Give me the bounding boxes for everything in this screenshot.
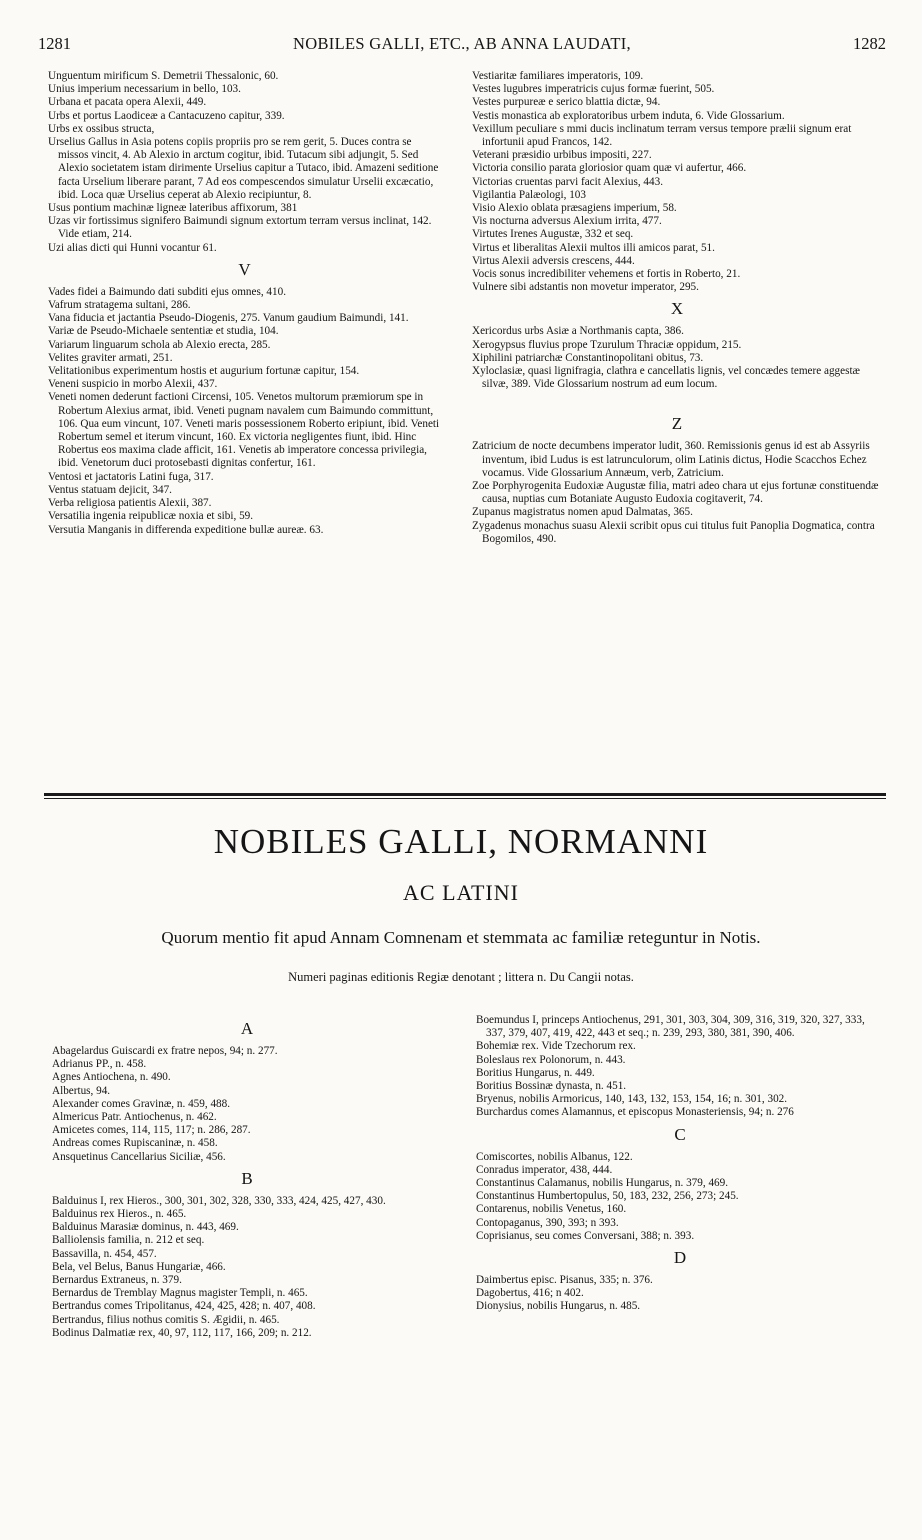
index-entry: Virtus Alexii adversis crescens, 444. xyxy=(472,254,635,267)
index-entry: Bernardus Extraneus, n. 379. xyxy=(52,1274,182,1287)
index-entry: Ansquetinus Cancellarius Siciliæ, 456. xyxy=(52,1150,226,1163)
index-entry: Urbs ex ossibus structa, xyxy=(48,122,155,135)
index-entry: Zupanus magistratus nomen apud Dalmatas, 365. xyxy=(472,506,693,519)
entries-v-part2 xyxy=(472,70,882,294)
index-entry: Bassavilla, n. 454, 457. xyxy=(52,1247,157,1260)
index-entry: Usus pontium machinæ ligneæ lateribus affixorum, 381 xyxy=(48,202,298,215)
index-entry: Balduinus rex Hieros., n. 465. xyxy=(52,1208,187,1221)
letter-heading-x: X xyxy=(670,299,684,319)
index-entry: Veneni suspicio in morbo Alexii, 437. xyxy=(48,378,218,391)
index-entry: Almericus Patr. Antiochenus, n. 462. xyxy=(52,1111,217,1124)
index-entry: Velitationibus experimentum hostis et augurium fortunæ capitur, 154. xyxy=(48,365,360,378)
index-entry: Constantinus Humbertopulus, 50, 183, 232, 256, 273; 245. xyxy=(476,1190,739,1203)
index-entry: Boritius Bossinæ dynasta, n. 451. xyxy=(476,1080,627,1093)
index-entry: Vana fiducia et jactantia Pseudo-Diogenis, 275. Vanum gaudium Baimundi, 141. xyxy=(48,312,409,325)
running-title: NOBILES GALLI, ETC., AB ANNA LAUDATI, xyxy=(293,34,631,53)
index-entry: Boleslaus rex Polonorum, n. 443. xyxy=(476,1053,626,1066)
index-column-right-bottom xyxy=(476,1014,884,1314)
index-entry: Andreas comes Rupiscaninæ, n. 458. xyxy=(52,1137,218,1150)
index-entry: Variæ de Pseudo-Michaele sententiæ et studia, 104. xyxy=(48,325,279,338)
index-entry: Urbana et pacata opera Alexii, 449. xyxy=(48,96,207,109)
entries-d xyxy=(476,1274,884,1314)
index-entry: Visio Alexio oblata præsagiens imperium, 58. xyxy=(472,202,677,215)
index-entry: Bryenus, nobilis Armoricus, 140, 143, 132, 153, 154, 16; n. 301, 302. xyxy=(476,1093,788,1106)
index-entry: Albertus, 94. xyxy=(52,1084,111,1097)
index-entry: Daimbertus episc. Pisanus, 335; n. 376. xyxy=(476,1274,653,1287)
index-entry: Boritius Hungarus, n. 449. xyxy=(476,1066,595,1079)
entries-b-part1 xyxy=(52,1195,442,1340)
index-entry: Amicetes comes, 114, 115, 117; n. 286, 287. xyxy=(52,1124,251,1137)
letter-heading-a: A xyxy=(240,1019,254,1038)
index-entry: Balliolensis familia, n. 212 et seq. xyxy=(52,1234,205,1247)
index-entry: Bernardus de Tremblay Magnus magister Templi, n. 465. xyxy=(52,1287,308,1300)
index-entry: Zatricium de nocte decumbens imperator ludit, 360. Remissionis genus id est ab Assyriis inventum, ibid Ludus is est latrunculorum, olim Latinis dictus, Hodie Scacchos Echez vocamus. Vide Glossarium Annæum, verb, Zatricium. xyxy=(472,440,870,479)
entries-c xyxy=(476,1151,884,1243)
index-entry: Unius imperium necessarium in bello, 103. xyxy=(48,83,241,96)
index-entry: Vafrum stratagema sultani, 286. xyxy=(48,299,191,312)
letter-heading-v: V xyxy=(238,259,251,279)
index-entry: Virtus et liberalitas Alexii multos illi amicos parat, 51. xyxy=(472,241,715,254)
entries-u xyxy=(48,70,441,255)
letter-heading-c: C xyxy=(674,1124,686,1144)
index-entry: Uzi alias dicti qui Hunni vocantur 61. xyxy=(48,241,217,254)
index-entry: Virtutes Irenes Augustæ, 332 et seq. xyxy=(472,228,634,241)
index-entry: Versatilia ingenia reipublicæ noxia et sibi, 59. xyxy=(48,510,254,523)
index-entry: Adrianus PP., n. 458. xyxy=(52,1058,147,1071)
index-entry: Burchardus comes Alamannus, et episcopus Monasteriensis, 94; n. 276 xyxy=(476,1106,794,1119)
index-entry: Vexillum peculiare s mmi ducis inclinatum terram versus tempore prælii signum erat infortunii apud Francos, 142. xyxy=(472,122,852,149)
index-entry: Vestiaritæ familiares imperatoris, 109. xyxy=(472,70,644,82)
index-entry: Unguentum mirificum S. Demetrii Thessalonic, 60. xyxy=(48,70,279,82)
index-entry: Vis nocturna adversus Alexium irrita, 477. xyxy=(472,215,662,228)
index-entry: Bodinus Dalmatiæ rex, 40, 97, 112, 117, 166, 209; n. 212. xyxy=(52,1326,312,1339)
index-entry: Versutia Manganis in differenda expeditione bullæ aureæ. 63. xyxy=(48,523,324,536)
index-entry: Vulnere sibi adstantis non movetur imperator, 295. xyxy=(472,281,699,294)
index-entry: Bertrandus, filius nothus comitis S. Ægidii, n. 465. xyxy=(52,1313,280,1326)
index-entry: Variarum linguarum schola ab Alexio erecta, 285. xyxy=(48,338,271,351)
index-entry: Dionysius, nobilis Hungarus, n. 485. xyxy=(476,1300,641,1313)
entries-a xyxy=(52,1045,442,1164)
index-entry: Bertrandus comes Tripolitanus, 424, 425, 428; n. 407, 408. xyxy=(52,1300,316,1313)
index-entry: Ventus statuam dejicit, 347. xyxy=(48,483,172,496)
index-column-left-top xyxy=(48,70,441,537)
index-entry: Alexander comes Gravinæ, n. 459, 488. xyxy=(52,1097,231,1110)
index-entry: Uzas vir fortissimus signifero Baimundi signum extortum terram versus inclinat, 142. Vide etiam, 214. xyxy=(48,215,432,241)
section-divider-thin xyxy=(44,798,886,799)
index-entry: Veneti nomen dederunt factioni Circensi, 105. Venetos multorum præmiorum spe in Robertum Alexius armat, ibid. Veneti pugnam navalem cum Baimundo committunt, 106. Qua eum vincunt, 107. Veneti maris possessionem Roberto eripiunt, ibid. Veneti Robertum semel et iterum vincunt, 160. Ex victoria negligentes fiunt, ibid. Hinc Robertus eos maxima clade afficit, 161. Venetis ab imperatore concessa privilegia, ibid. Venetorum duci protosebasti dignitas confertur, 161. xyxy=(48,391,440,470)
index-entry: Veterani præsidio urbibus impositi, 227. xyxy=(472,149,652,162)
index-entry: Victoria consilio parata gloriosior quam quæ vi aufertur, 466. xyxy=(472,162,747,175)
index-entry: Ventosi et jactatoris Latini fuga, 317. xyxy=(48,470,214,483)
index-entry: Balduinus Marasiæ dominus, n. 443, 469. xyxy=(52,1221,239,1234)
entries-b-part2 xyxy=(476,1014,884,1120)
index-entry: Xiphilini patriarchæ Constantinopolitani obitus, 73. xyxy=(472,351,704,364)
index-entry: Bela, vel Belus, Banus Hungariæ, 466. xyxy=(52,1260,226,1273)
index-entry: Bohemiæ rex. Vide Tzechorum rex. xyxy=(476,1040,636,1053)
index-entry: Abagelardus Guiscardi ex fratre nepos, 94; n. 277. xyxy=(52,1045,278,1057)
index-entry: Xerogypsus fluvius prope Tzurulum Thraciæ oppidum, 215. xyxy=(472,338,742,351)
index-entry: Contopaganus, 390, 393; n 393. xyxy=(476,1216,619,1229)
index-entry: Vestis monastica ab exploratoribus urbem induta, 6. Vide Glossarium. xyxy=(472,109,785,122)
page-number-right: 1282 xyxy=(853,34,886,53)
index-entry: Coprisianus, seu comes Conversani, 388; n. 393. xyxy=(476,1229,695,1242)
index-entry: Victorias cruentas parvi facit Alexius, 443. xyxy=(472,175,664,188)
index-entry: Velites graviter armati, 251. xyxy=(48,351,173,364)
letter-heading-d: D xyxy=(673,1248,687,1268)
letter-heading-b: B xyxy=(241,1168,253,1188)
index-entry: Conradus imperator, 438, 444. xyxy=(476,1163,613,1176)
index-entry: Xericordus urbs Asiæ a Northmanis capta, 386. xyxy=(472,325,684,338)
index-entry: Vestes purpureæ e serico blattia dictæ, 94. xyxy=(472,96,661,109)
index-entry: Vigilantia Palæologi, 103 xyxy=(472,188,586,201)
section-title: NOBILES GALLI, NORMANNI xyxy=(213,822,709,861)
index-entry: Vades fidei a Baimundo dati subditi ejus omnes, 410. xyxy=(48,285,287,298)
entries-v-part1 xyxy=(48,286,441,537)
entries-x xyxy=(472,325,882,391)
index-entry: Constantinus Calamanus, nobilis Hungarus, n. 379, 469. xyxy=(476,1177,729,1190)
index-entry: Agnes Antiochena, n. 490. xyxy=(52,1071,171,1084)
index-entry: Contarenus, nobilis Venetus, 160. xyxy=(476,1203,627,1216)
section-divider-thick xyxy=(44,793,886,796)
index-column-right-top xyxy=(472,70,882,546)
index-entry: Urselius Gallus in Asia potens copiis propriis pro se rem gerit, 5. Duces contra se missos vincit, 4. Ab Alexio in arctum cogitur, ibid. Tutacum sibi adjungit, 5. Sed Alexio societatem istam dirimente Urselius capitur a Tutaco, ibid. Amazeni seditione facta Urselium liberare parant, 7 Ad eos compescendos simulatur Urselii excæcatio, ibid. Loca quæ Urselius ceperat ab Alexio recipiuntur, 8. xyxy=(48,136,439,201)
index-entry: Comiscortes, nobilis Albanus, 122. xyxy=(476,1150,633,1163)
index-entry: Dagobertus, 416; n 402. xyxy=(476,1287,584,1300)
letter-heading-z: Z xyxy=(671,414,683,434)
section-note: Numeri paginas editionis Regiæ denotant ; littera n. Du Cangii notas. xyxy=(288,970,634,984)
index-entry: Urbs et portus Laodiceæ a Cantacuzeno capitur, 339. xyxy=(48,109,285,122)
index-entry: Boemundus I, princeps Antiochenus, 291, 301, 303, 304, 309, 316, 319, 320, 327, 333, 337, 379, 407, 419, 422, 443 et seq.; n. 239, 293, 380, 381, 390, 406. xyxy=(476,1014,865,1040)
page-number-left: 1281 xyxy=(38,34,71,53)
section-title-line2: AC LATINI xyxy=(403,880,519,905)
index-entry: Zygadenus monachus suasu Alexii scribit opus cui titulus fuit Panoplia Dogmatica, contra Bogomilos, 490. xyxy=(472,519,875,545)
index-entry: Vestes lugubres imperatricis cujus formæ fuerint, 505. xyxy=(472,83,715,96)
entries-z xyxy=(472,440,882,546)
index-entry: Balduinus I, rex Hieros., 300, 301, 302, 328, 330, 333, 424, 425, 427, 430. xyxy=(52,1194,386,1207)
index-entry: Xyloclasiæ, quasi lignifragia, clathra e cancellatis lignis, vel concædes temere aggestæ silvæ, 389. Vide Glossarium nostrum ad eum locum. xyxy=(472,365,861,391)
index-entry: Vocis sonus incredibiliter vehemens et fortis in Roberto, 21. xyxy=(472,268,741,281)
index-entry: Zoe Porphyrogenita Eudoxiæ Augustæ filia, matri adeo chara ut ejus fortunæ constituendæ causa, nuptias cum Botaniate Augusto Eudoxia cogitaverit, 74. xyxy=(472,480,879,506)
running-header xyxy=(38,34,886,56)
section-subtitle: Quorum mentio fit apud Annam Comnenam et stemmata ac familiæ reteguntur in Notis. xyxy=(161,928,761,947)
index-entry: Verba religiosa patientis Alexii, 387. xyxy=(48,497,212,510)
index-column-left-bottom xyxy=(52,1014,442,1340)
